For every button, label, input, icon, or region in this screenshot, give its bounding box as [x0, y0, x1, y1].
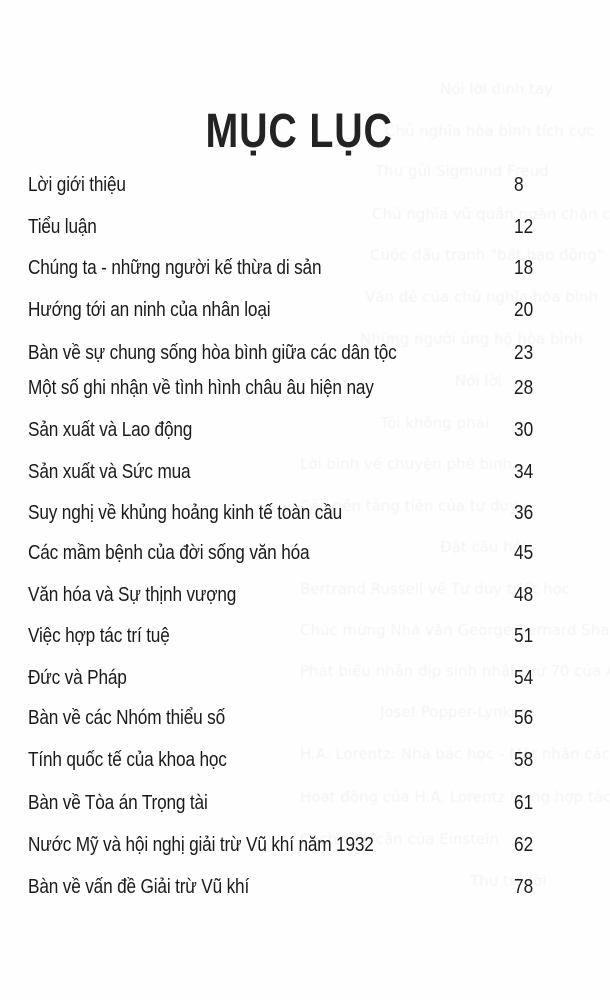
- toc-entry[interactable]: [28, 872, 548, 902]
- toc-entry-title: Đức và Pháp: [28, 666, 127, 689]
- toc-entry-title: Một số ghi nhận về tình hình châu âu hiện nay: [28, 376, 374, 399]
- toc-entry[interactable]: [28, 295, 548, 325]
- toc-entry[interactable]: [28, 457, 548, 487]
- toc-entry[interactable]: [28, 663, 548, 693]
- toc-entry-title: Sản xuất và Lao động: [28, 418, 193, 441]
- toc-entry[interactable]: [28, 212, 548, 242]
- toc-entry[interactable]: [28, 253, 548, 283]
- toc-entry-title: Lời giới thiệu: [28, 173, 126, 196]
- toc-entry-title: Hướng tới an ninh của nhân loại: [28, 298, 271, 321]
- toc-entry-title: Việc hợp tác trí tuệ: [28, 624, 170, 647]
- toc-entry-title: Bàn về các Nhóm thiểu số: [28, 706, 225, 729]
- toc-entry[interactable]: [28, 745, 548, 775]
- toc-entry-page-number: 45: [514, 541, 534, 564]
- toc-entry-title: Suy nghị về khủng hoảng kinh tế toàn cầu: [28, 501, 343, 524]
- toc-entry-page-number: 28: [514, 376, 534, 399]
- toc-entry[interactable]: [28, 415, 548, 445]
- toc-entry[interactable]: [28, 373, 548, 403]
- toc-entry-page-number: 12: [514, 215, 534, 238]
- toc-entry-page-number: 30: [514, 418, 534, 441]
- toc-entry-page-number: 78: [514, 875, 534, 898]
- toc-entry-page-number: 34: [514, 460, 534, 483]
- page-title-text: MỤC LỤC: [205, 105, 393, 158]
- toc-entry[interactable]: [28, 580, 548, 610]
- toc-entry-title: Bàn về vấn đề Giải trừ Vũ khí: [28, 875, 250, 898]
- toc-entry-page-number: 18: [514, 256, 534, 279]
- toc-entry[interactable]: [28, 830, 548, 860]
- toc-entry-title: Sản xuất và Sức mua: [28, 460, 191, 483]
- toc-entry[interactable]: [28, 703, 548, 733]
- toc-entry-page-number: 20: [514, 298, 534, 321]
- toc-entry-page-number: 58: [514, 748, 534, 771]
- toc-entry[interactable]: [28, 621, 548, 651]
- toc-entry-page-number: 54: [514, 666, 534, 689]
- toc-entry-page-number: 51: [514, 624, 534, 647]
- toc-entry-page-number: 62: [514, 833, 534, 856]
- toc-entry-page-number: 48: [514, 583, 534, 606]
- toc-entry[interactable]: [28, 170, 548, 200]
- toc-entry-title: Tiểu luận: [28, 215, 97, 238]
- toc-entry-page-number: 56: [514, 706, 534, 729]
- toc-entry-title: Bàn về Tòa án Trọng tài: [28, 791, 208, 814]
- toc-entry-page-number: 23: [514, 341, 534, 364]
- toc-entry[interactable]: [28, 538, 548, 568]
- toc-entry-page-number: 8: [514, 173, 524, 196]
- toc-entry[interactable]: [28, 338, 548, 368]
- toc-entry-title: Các mầm bệnh của đời sống văn hóa: [28, 541, 310, 564]
- toc-entry-title: Văn hóa và Sự thịnh vượng: [28, 583, 237, 606]
- toc-entry-title: Chúng ta - những người kế thừa di sản: [28, 256, 322, 279]
- toc-entry-page-number: 36: [514, 501, 534, 524]
- toc-entry[interactable]: [28, 788, 548, 818]
- toc-entry-title: Tính quốc tế của khoa học: [28, 748, 227, 771]
- toc-entry-title: Nước Mỹ và hội nghị giải trừ Vũ khí năm 1932: [28, 833, 374, 856]
- toc-entry[interactable]: [28, 498, 548, 528]
- toc-entry-title: Bàn về sự chung sống hòa bình giữa các dân tộc: [28, 341, 397, 364]
- toc-entry-page-number: 61: [514, 791, 534, 814]
